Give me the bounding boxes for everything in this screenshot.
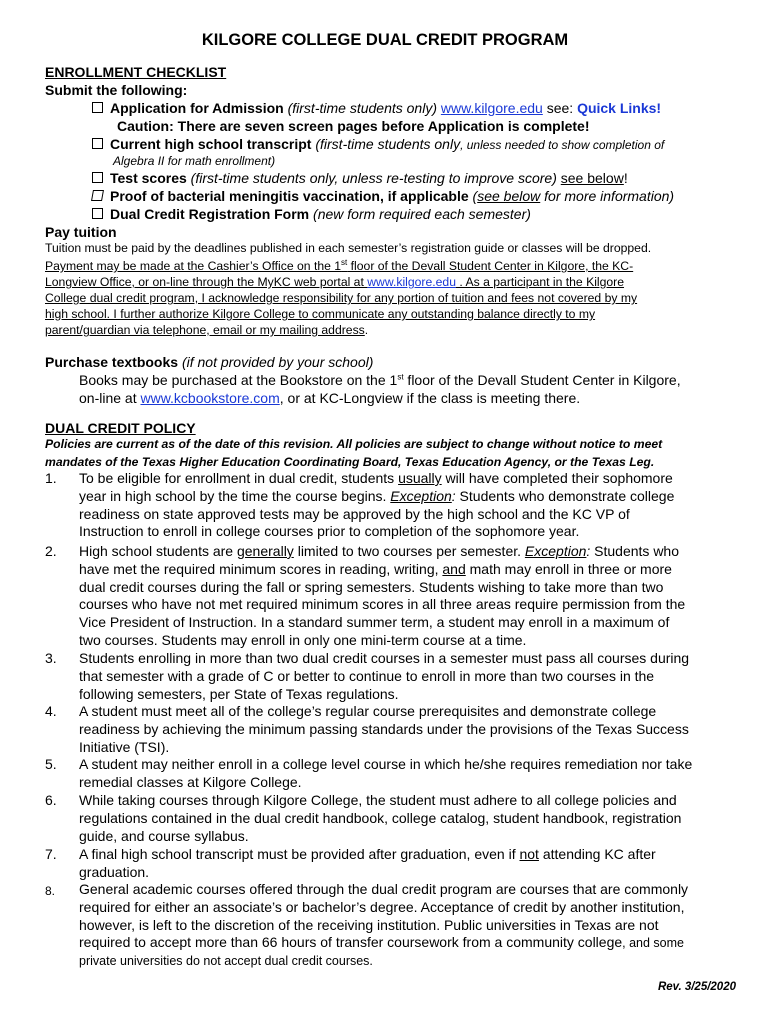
submit-label: Submit the following: [45, 82, 188, 98]
checklist-item-registration-form: Dual Credit Registration Form (new form required each semester) [92, 206, 531, 223]
caution-note: Caution: There are seven screen pages before Application is complete! [117, 118, 590, 134]
tuition-line: parent/guardian via telephone, email or my mailing address. [45, 323, 369, 337]
checklist-item-application: Application for Admission (first-time students only) www.kilgore.edu see: Quick Links! [92, 100, 661, 117]
policy-item-number: 8. [45, 884, 56, 898]
kilgore-portal-link[interactable]: www.kilgore.edu [367, 275, 456, 289]
quick-links[interactable]: Quick Links! [577, 100, 662, 116]
policy-item-text: A final high school transcript must be provided after graduation, even if not attending KC after graduation. [79, 846, 656, 880]
policy-heading: DUAL CREDIT POLICY [45, 420, 196, 436]
checkbox-icon[interactable] [91, 190, 104, 201]
checklist-item-meningitis: Proof of bacterial meningitis vaccination, if applicable (see below for more information) [92, 188, 674, 205]
textbooks-heading: Purchase textbooks (if not provided by your school) [45, 354, 374, 370]
revision-date: Rev. 3/25/2020 [657, 981, 736, 993]
policy-item-text: A student may neither enroll in a college level course in which he/she requires remediation nor take remedial classes at Kilgore College. [79, 756, 693, 790]
policy-item-text: To be eligible for enrollment in dual credit, students usually will have completed their sophomore year in high school by the time the course begins. Exception: Students who demonstrate college readiness on state approved tests may be approved by the high school and the KC VP of Instruction to enroll in college courses prior to completion of the sophomore year. [79, 470, 675, 540]
checklist-item-transcript: Current high school transcript (first-time students only, unless needed to show completion of [92, 136, 664, 154]
policy-note: mandates of the Texas Higher Education Coordinating Board, Texas Education Agency, or the Texas Leg. [45, 455, 655, 469]
tuition-line: Longview Office, or on-line through the MyKC web portal at www.kilgore.edu . As a participant in the Kilgore [45, 275, 625, 289]
kilgore-link[interactable]: www.kilgore.edu [440, 100, 543, 116]
policy-item-text: A student must meet all of the college’s regular course prerequisites and demonstrate college readiness by achieving the minimum passing standards under the provisions of the Texas Success Initiative (TSI). [79, 703, 689, 755]
textbooks-line: on-line at www.kcbookstore.com, or at KC-Longview if the class is meeting there. [79, 390, 581, 406]
textbooks-line: Books may be purchased at the Bookstore on the 1st floor of the Devall Student Center in Kilgore, [79, 372, 681, 388]
tuition-line: high school. I further authorize Kilgore College to communicate any outstanding balance directly to my [45, 307, 596, 321]
checkbox-icon[interactable] [92, 138, 103, 149]
tuition-line: College dual credit program, I acknowledge responsibility for any portion of tuition and fees not covered by my [45, 291, 638, 305]
policy-item-number: 6. [45, 792, 57, 808]
policy-item-text: Students enrolling in more than two dual credit courses in a semester must pass all courses during that semester with a grade of C or better to continue to enroll in more than two courses in the following semesters, per State of Texas regulations. [79, 650, 690, 702]
policy-item-number: 4. [45, 703, 57, 719]
policy-item-text: High school students are generally limited to two courses per semester. Exception: Students who have met the required minimum scores in reading, writing, and math may enroll in three or more dual credit courses during the fall or spring semesters. Students wishing to take more than two courses who have not met required minimum scores in all three areas require permission from the Vice President of Instruction. In a standard summer term, a student may enroll in a maximum of two courses. Students may enroll in only one mini-term course at a time. [79, 543, 686, 648]
tuition-line: Payment may be made at the Cashier’s Office on the 1st floor of the Devall Student Center in Kilgore, the KC- [45, 257, 634, 273]
policy-item-number: 3. [45, 650, 57, 666]
policy-note: Policies are current as of the date of this revision. All policies are subject to change without notice to meet [45, 437, 663, 451]
checkbox-icon[interactable] [92, 102, 103, 113]
checkbox-icon[interactable] [92, 172, 103, 183]
policy-item-number: 1. [45, 470, 57, 486]
policy-item-number: 2. [45, 543, 57, 559]
enrollment-heading: ENROLLMENT CHECKLIST [45, 64, 227, 80]
policy-item-text: While taking courses through Kilgore College, the student must adhere to all college policies and regulations contained in the dual credit handbook, college catalog, student handbook, registration guide, and course syllabus. [79, 792, 682, 844]
checkbox-icon[interactable] [92, 208, 103, 219]
page-title: KILGORE COLLEGE DUAL CREDIT PROGRAM [201, 31, 569, 49]
policy-item-number: 5. [45, 756, 57, 772]
kcbookstore-link[interactable]: www.kcbookstore.com [140, 390, 280, 406]
tuition-heading: Pay tuition [45, 224, 117, 240]
tuition-line: Tuition must be paid by the deadlines published in each semester’s registration guide or classes will be dropped. [45, 241, 652, 255]
checklist-item-test-scores: Test scores (first-time students only, unless re-testing to improve score) see below! [92, 170, 628, 187]
policy-item-number: 7. [45, 846, 57, 862]
transcript-note: Algebra II for math enrollment) [113, 154, 276, 168]
policy-item-text: General academic courses offered through the dual credit program are courses that are commonly required for either an associate’s or bachelor’s degree. Acceptance of credit by another institution, however, is left to the discretion of the receiving institution. Public universities in Texas are not required to accept more than 66 hours of transfer coursework from a community college, and some private universities do not accept dual credit courses. [79, 881, 689, 969]
